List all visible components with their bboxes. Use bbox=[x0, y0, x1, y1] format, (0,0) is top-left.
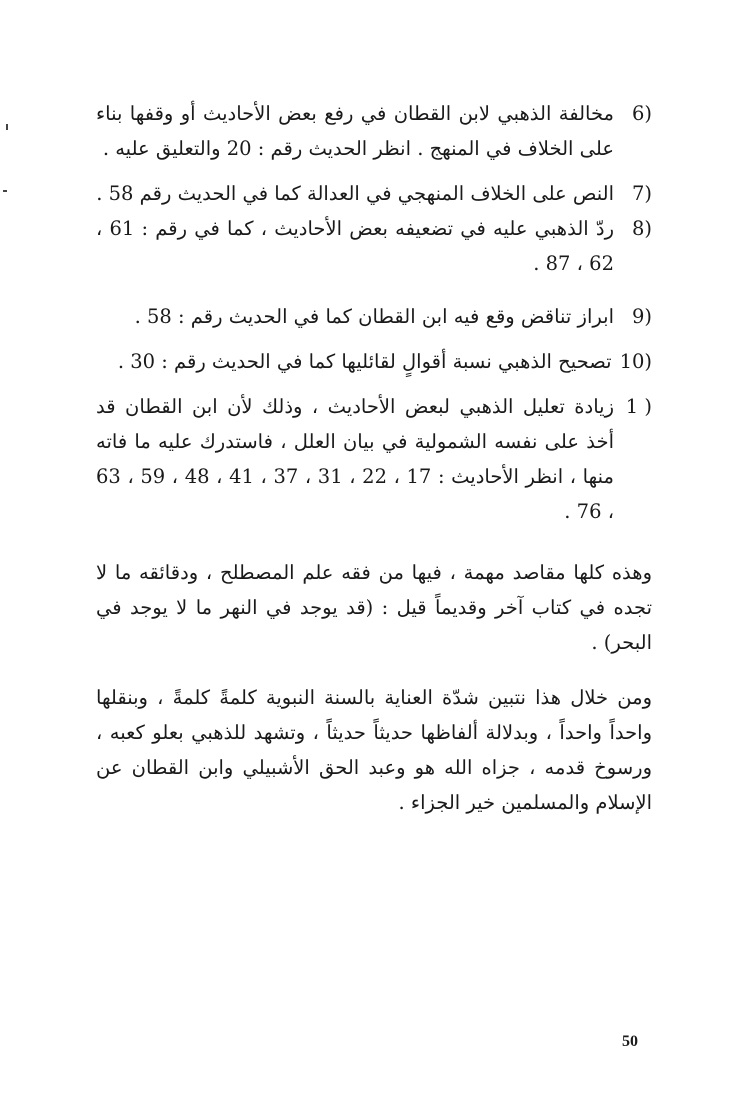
list-item bbox=[96, 176, 652, 211]
list-item bbox=[96, 211, 652, 281]
item-number: 7) bbox=[631, 182, 652, 205]
page-number: 50 bbox=[622, 1033, 638, 1050]
item-number: 9) bbox=[631, 305, 652, 328]
item-text: مخالفة الذهبي لابن القطان في رفع بعض الأحاديث أو وقفها بناء على الخلاف في المنهج . انظر الحديث رقم : 20 والتعليق عليه . bbox=[96, 102, 614, 160]
item-text: تصحيح الذهبي نسبة أقوالٍ لقائليها كما في الحديث رقم : 30 . bbox=[117, 350, 612, 373]
list-item bbox=[96, 344, 652, 379]
scan-mark bbox=[6, 124, 8, 130]
list-item bbox=[96, 389, 652, 529]
item-text: ابراز تناقض وقع فيه ابن القطان كما في الحديث رقم : 58 . bbox=[134, 305, 614, 328]
list-item bbox=[96, 96, 652, 166]
paragraph: وهذه كلها مقاصد مهمة ، فيها من فقه علم المصطلح ، ودقائقه ما لا تجده في كتاب آخر وقديماً قيل : (قد يوجد في النهر ما لا يوجد في البحر) . bbox=[96, 561, 652, 654]
item-text: النص على الخلاف المنهجي في العدالة كما في الحديث رقم 58 . bbox=[96, 182, 614, 205]
item-number: 1 ) bbox=[625, 395, 652, 418]
list-item bbox=[96, 299, 652, 334]
page-body bbox=[96, 96, 652, 820]
item-text: زيادة تعليل الذهبي لبعض الأحاديث ، وذلك لأن ابن القطان قد أخذ على نفسه الشمولية في بيان العلل ، فاستدرك عليه ما فاته منها ، انظر الأحاديث : 17 ، 22 ، 31 ، 37 ، 41 ، 48 ، 59 ، 63 ، 76 . bbox=[96, 395, 614, 523]
item-number: 8) bbox=[631, 217, 652, 240]
paragraph: ومن خلال هذا نتبين شدّة العناية بالسنة النبوية كلمةً كلمةً ، وبنقلها واحداً واحداً ، وبدلالة ألفاظها حديثاً حديثاً ، وتشهد للذهبي بعلو كعبه ، ورسوخ قدمه ، جزاه الله هو وعبد الحق الأشبيلي وابن القطان عن الإسلام والمسلمين خير الجزاء . bbox=[96, 686, 652, 814]
scan-mark bbox=[3, 190, 7, 192]
item-number: 10) bbox=[619, 350, 652, 373]
item-number: 6) bbox=[631, 102, 652, 125]
item-text: ردّ الذهبي عليه في تضعيفه بعض الأحاديث ، كما في رقم : 61 ، 62 ، 87 . bbox=[96, 217, 614, 275]
